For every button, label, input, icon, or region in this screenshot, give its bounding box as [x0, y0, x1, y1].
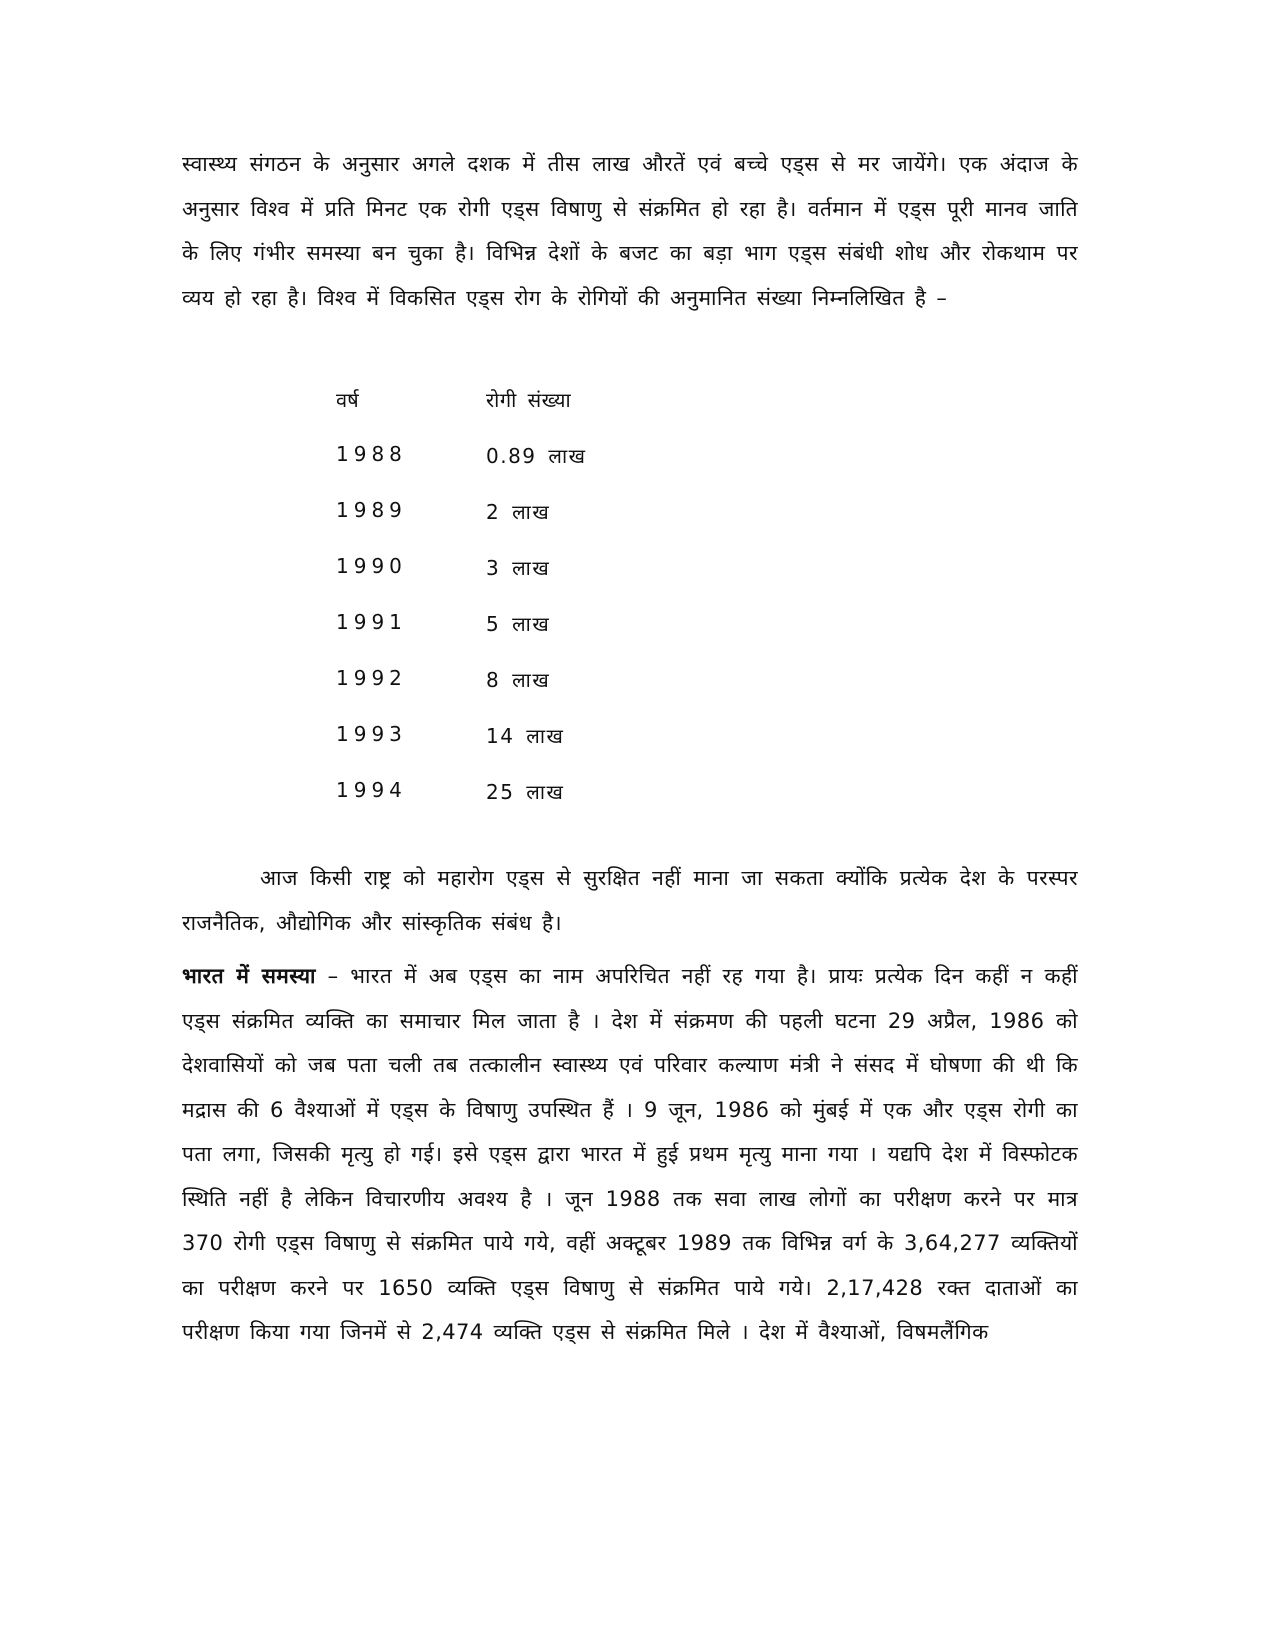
table-cell-count: 25 लाख: [486, 780, 565, 804]
india-problem-text: – भारत में अब एड्स का नाम अपरिचित नहीं रह गया है। प्रायः प्रत्येक दिन कहीं न कहीं एड्स संक्रमित व्यक्ति का समाचार मिल जाता है । देश में संक्रमण की पहली घटना 29 अप्रैल, 1986 को देशवासियों को जब पता चली तब तत्कालीन स्वास्थ्य एवं परिवार कल्याण मंत्री ने संसद में घोषणा की थी कि मद्रास की 6 वैश्याओं में एड्स के विषाणु उपस्थित हैं । 9 जून, 1986 को मुंबई में एक और एड्स रोगी का पता लगा, जिसकी मृत्यु हो गई। इसे एड्स द्वारा भारत में हुई प्रथम मृत्यु माना गया । यद्यपि देश में विस्फोटक स्थिति नहीं है लेकिन विचारणीय अवश्य है । जून 1988 तक सवा लाख लोगों का परीक्षण करने पर मात्र 370 रोगी एड्स विषाणु से संक्रमित पाये गये, वहीं अक्टूबर 1989 तक विभिन्न वर्ग के 3,64,277 व्यक्तियों का परीक्षण करने पर 1650 व्यक्ति एड्स विषाणु से संक्रमित पाये गये। 2,17,428 रक्त दाताओं का परीक्षण किया गया जिनमें से 2,474 व्यक्ति एड्स से संक्रमित मिले । देश में वैश्याओं, विषमलैंगिक: [182, 964, 1079, 1344]
table-cell-count: 3 लाख: [486, 556, 551, 580]
table-cell-year: 1990: [336, 554, 407, 578]
table-header-row: [336, 386, 736, 426]
table-cell-count: 2 लाख: [486, 500, 551, 524]
table-row: [336, 778, 736, 818]
section-heading-india: भारत में समस्या: [182, 964, 316, 988]
table-cell-year: 1989: [336, 498, 407, 522]
table-cell-year: 1988: [336, 442, 407, 466]
table-cell-year: 1991: [336, 610, 407, 634]
table-row: [336, 666, 736, 706]
intro-paragraph: स्वास्थ्य संगठन के अनुसार अगले दशक में तीस लाख औरतें एवं बच्चे एड्स से मर जायेंगे। एक अंदाज के अनुसार विश्व में प्रति मिनट एक रोगी एड्स विषाणु से संक्रमित हो रहा है। वर्तमान में एड्स पूरी मानव जाति के लिए गंभीर समस्या बन चुका है। विभिन्न देशों के बजट का बड़ा भाग एड्स संबंधी शोध और रोकथाम पर व्यय हो रहा है। विश्व में विकसित एड्स रोग के रोगियों की अनुमानित संख्या निम्नलिखित है –: [182, 152, 1078, 310]
year-column-header: वर्ष: [336, 388, 359, 412]
table-cell-year: 1992: [336, 666, 407, 690]
nation-security-paragraph: आज किसी राष्ट्र को महारोग एड्स से सुरक्षित नहीं माना जा सकता क्योंकि प्रत्येक देश के परस्पर राजनैतिक, औद्योगिक और सांस्कृतिक संबंध है।: [182, 866, 1078, 935]
india-problem-paragraph: [182, 954, 1078, 1355]
count-column-header: रोगी संख्या: [486, 388, 572, 412]
table-cell-year: 1994: [336, 778, 407, 802]
table-row: [336, 722, 736, 762]
table-row: [336, 610, 736, 650]
table-row: [336, 498, 736, 538]
table-cell-count: 14 लाख: [486, 724, 565, 748]
table-row: [336, 442, 736, 482]
table-cell-count: 5 लाख: [486, 612, 551, 636]
table-cell-count: 8 लाख: [486, 668, 551, 692]
table-cell-year: 1993: [336, 722, 407, 746]
table-row: [336, 554, 736, 594]
table-cell-count: 0.89 लाख: [486, 444, 587, 468]
